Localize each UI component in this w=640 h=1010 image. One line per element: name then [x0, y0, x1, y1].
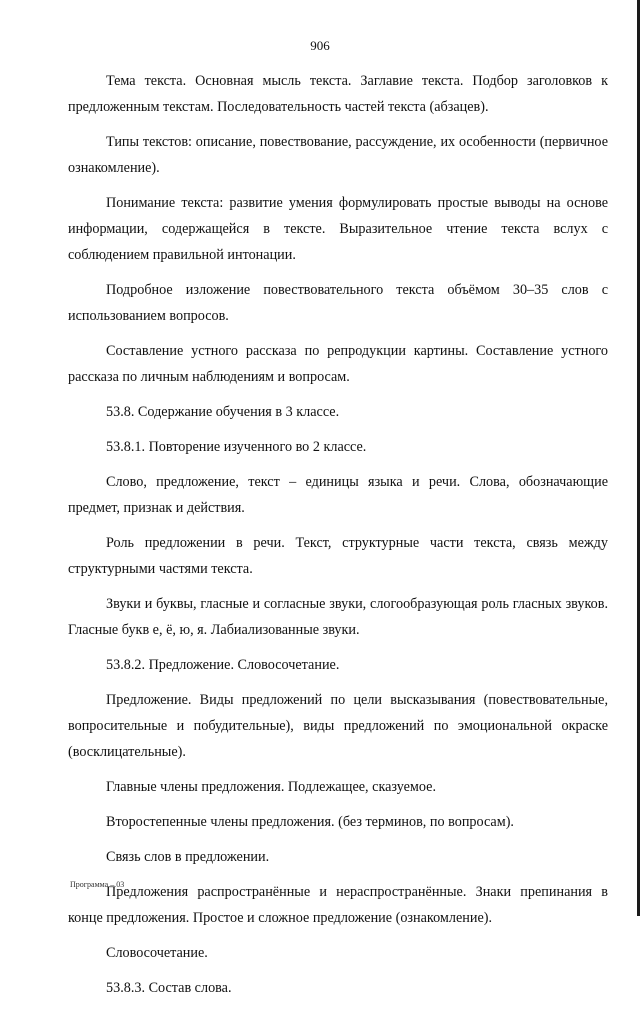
paragraph: Подробное изложение повествовательного текста объёмом 30–35 слов с использованием вопросов.: [68, 282, 608, 324]
paragraph: Связь слов в предложении.: [106, 849, 270, 865]
document-body: [68, 68, 608, 1010]
paragraph: Понимание текста: развитие умения формулировать простые выводы на основе информации, содержащейся в тексте. Выразительное чтение текста вслух с соблюдением правильной интонации.: [68, 195, 608, 263]
section-heading: 53.8.2. Предложение. Словосочетание.: [106, 657, 340, 673]
paragraph: Слово, предложение, текст – единицы языка и речи. Слова, обозначающие предмет, признак и действия.: [68, 474, 608, 516]
paragraph: Второстепенные члены предложения. (без терминов, по вопросам).: [106, 814, 514, 830]
page-number: 906: [310, 38, 330, 53]
paragraph: Роль предложении в речи. Текст, структурные части текста, связь между структурными частями текста.: [68, 535, 608, 577]
paragraph: Предложение. Виды предложений по цели высказывания (повествовательные, вопросительные и побудительные), виды предложений по эмоциональной окраске (восклицательные).: [68, 692, 608, 760]
section-heading: 53.8. Содержание обучения в 3 классе.: [106, 404, 340, 420]
paragraph: Типы текстов: описание, повествование, рассуждение, их особенности (первичное ознакомление).: [68, 134, 608, 176]
footer-label: Программа – 03: [70, 880, 125, 889]
paragraph: Словосочетание.: [106, 945, 208, 961]
paragraph: Тема текста. Основная мысль текста. Заглавие текста. Подбор заголовков к предложенным текстам. Последовательность частей текста (абзацев).: [68, 73, 608, 115]
section-heading: 53.8.3. Состав слова.: [106, 980, 232, 996]
paragraph: Предложения распространённые и нераспространённые. Знаки препинания в конце предложения. Простое и сложное предложение (ознакомление).: [68, 884, 608, 926]
paragraph: Составление устного рассказа по репродукции картины. Составление устного рассказа по личным наблюдениям и вопросам.: [68, 343, 608, 385]
paragraph: Звуки и буквы, гласные и согласные звуки, слогообразующая роль гласных звуков. Гласные букв е, ё, ю, я. Лабиализованные звуки.: [68, 596, 608, 638]
paragraph: Главные члены предложения. Подлежащее, сказуемое.: [106, 779, 437, 795]
section-heading: 53.8.1. Повторение изученного во 2 классе.: [106, 439, 367, 455]
